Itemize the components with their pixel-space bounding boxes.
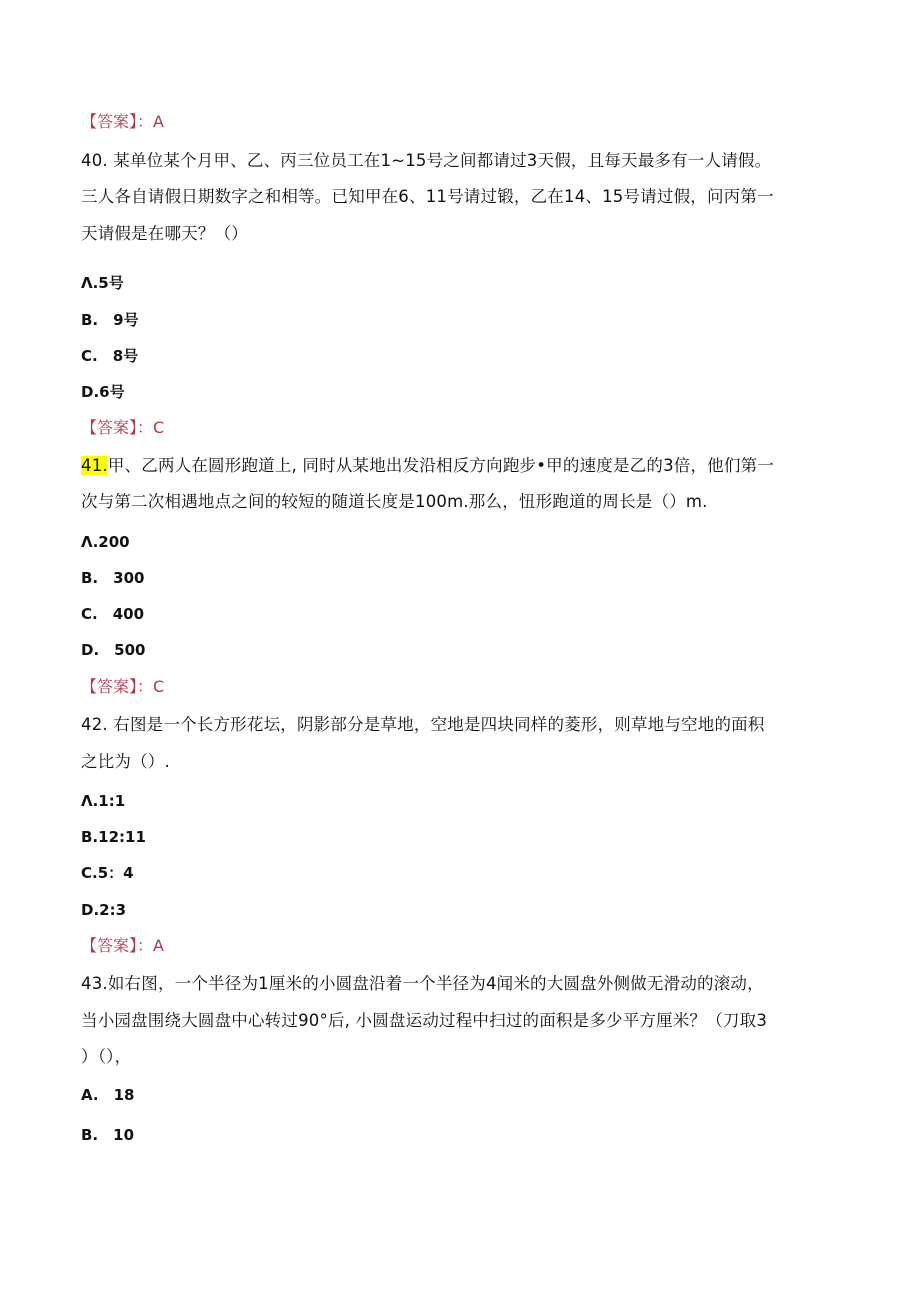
option-c: C. 400 — [81, 605, 145, 623]
question-41-line-1 — [81, 456, 774, 476]
option-a: Λ.1:1 — [81, 792, 126, 810]
option-b: B. 9号 — [81, 311, 139, 329]
question-41-text: 甲、乙两人在圆形跑道上, 同时从某地出发沿相反方向跑步•甲的速度是乙的3倍，他们第一 — [107, 456, 774, 475]
option-b: B.12:11 — [81, 828, 146, 846]
question-42-line-2: 之比为（）. — [81, 752, 170, 771]
option-a: A. 18 — [81, 1086, 135, 1104]
question-43-line-1: 43.如右图，一个半径为1厘米的小圆盘沿着一个半径为4闻米的大圆盘外侧做无滑动的滚动， — [81, 974, 764, 993]
option-c: C. 8号 — [81, 347, 139, 365]
question-40-line-2: 三人各自请假日期数字之和相等。已知甲在6、11号请过锻，乙在14、15号请过假，问丙第一 — [81, 187, 774, 206]
question-43-line-3: ）（）， — [81, 1047, 132, 1066]
question-41-line-2: 次与第二次相遇地点之间的较短的随道长度是100m.那么，忸形跑道的周长是（）m. — [81, 492, 708, 511]
option-c: C.5：4 — [81, 864, 134, 882]
option-d: D. 500 — [81, 641, 146, 659]
option-a: Λ.5号 — [81, 274, 124, 292]
answer-39: 【答案】：A — [81, 112, 164, 131]
option-a: Λ.200 — [81, 533, 130, 551]
answer-41: 【答案】：C — [81, 677, 165, 696]
answer-40: 【答案】：C — [81, 418, 165, 437]
question-42-line-1: 42. 右图是一个长方形花坛，阴影部分是草地，空地是四块同样的菱形，则草地与空地的面积 — [81, 715, 765, 734]
option-d: D.6号 — [81, 383, 125, 401]
question-41-number: 41. — [81, 456, 108, 475]
option-d: D.2:3 — [81, 901, 127, 919]
answer-42: 【答案】：A — [81, 936, 164, 955]
question-40-line-3: 天请假是在哪天？（） — [81, 224, 248, 243]
question-40-line-1: 40. 某单位某个月甲、乙、丙三位员工在1~15号之间都请过3天假，且每天最多有一人请假。 — [81, 151, 772, 170]
option-b: B. 10 — [81, 1126, 135, 1144]
question-43-line-2: 当小园盘围绕大圆盘中心转过90°后, 小圆盘运动过程中扫过的面积是多少平方厘米？（刀取3 — [81, 1011, 768, 1030]
option-b: B. 300 — [81, 569, 145, 587]
